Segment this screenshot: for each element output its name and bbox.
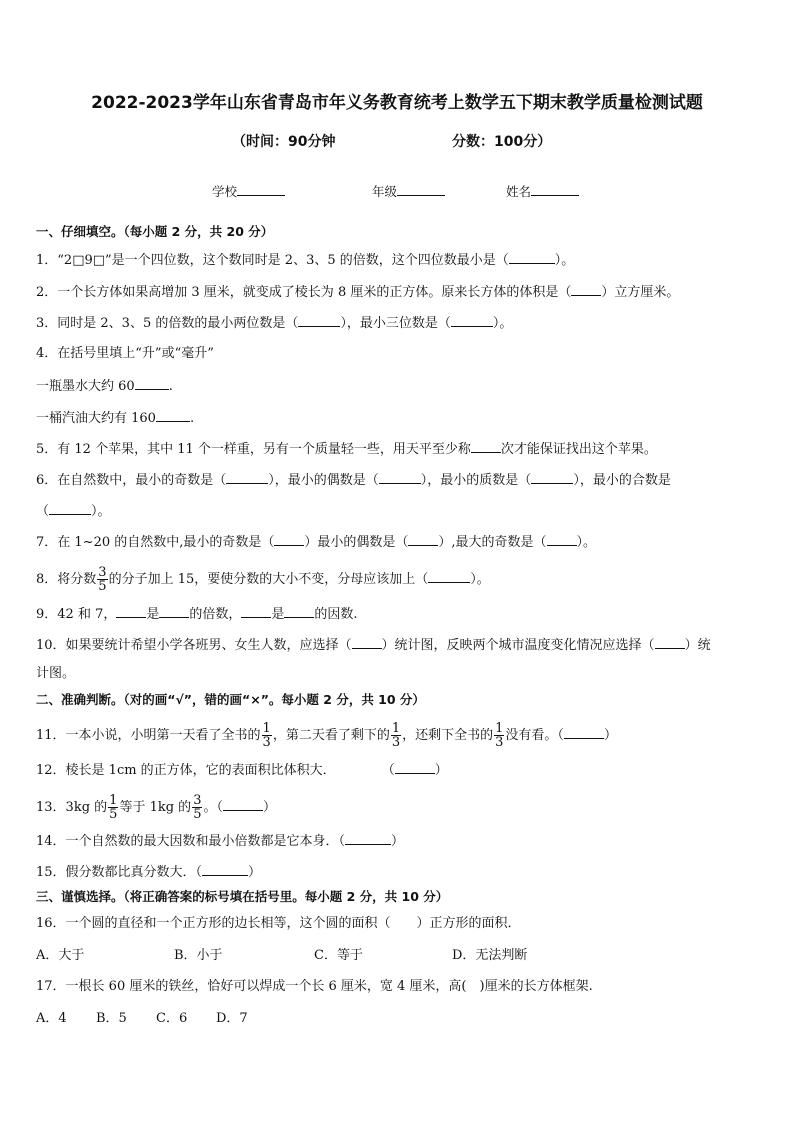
answer-blank[interactable] xyxy=(159,605,189,618)
option-d[interactable]: D．无法判断 xyxy=(452,948,528,963)
question-1: 1．“2□9□”是一个四位数，这个数同时是 2、3、5 的倍数，这个四位数最小是（ ）。 xyxy=(36,253,575,268)
question-11: 11．一本小说，小明第一天看了全书的 $\frac{1}{3}$ ，第二天看了剩下的 $\frac{1}{3}$ ，还剩下全书的 $\frac{1}{3}$ 没有看。（ ） xyxy=(36,721,617,750)
answer-blank[interactable] xyxy=(135,377,169,390)
grade-field: 年级 xyxy=(372,182,445,200)
answer-blank[interactable] xyxy=(202,863,248,876)
fraction: $\frac{1}{3}$ xyxy=(495,721,504,750)
question-15: 15．假分数都比真分数大．（ ） xyxy=(36,865,262,880)
page-title: 2022-2023学年山东省青岛市年义务教育统考上数学五下期末教学质量检测试题 xyxy=(91,93,703,113)
grade-blank[interactable] xyxy=(397,185,445,196)
answer-blank[interactable] xyxy=(379,471,421,484)
answer-blank[interactable] xyxy=(531,471,573,484)
score-label: 分数：100分） xyxy=(452,134,552,150)
answer-blank[interactable] xyxy=(471,440,501,453)
question-4b: 一桶汽油大约有 160 . xyxy=(36,411,195,426)
fraction: $\frac{3}{5}$ xyxy=(193,793,202,822)
answer-blank[interactable] xyxy=(49,502,91,515)
answer-blank[interactable] xyxy=(284,605,314,618)
section-1-heading: 一、仔细填空。（每小题 2 分，共 20 分） xyxy=(36,224,274,239)
answer-blank[interactable] xyxy=(241,605,271,618)
question-10-cont: 计图。 xyxy=(36,666,76,681)
fraction: $\frac{1}{3}$ xyxy=(262,721,271,750)
option-c[interactable]: C．6 xyxy=(156,1011,188,1026)
question-7: 7．在 1~20 的自然数中,最小的奇数是（ ）最小的偶数是（ ）,最大的奇数是（ ）。 xyxy=(36,535,597,550)
name-blank[interactable] xyxy=(531,185,579,196)
time-label: （时间：90分钟 xyxy=(232,134,336,150)
question-2: 2．一个长方体如果高增加 3 厘米，就变成了棱长为 8 厘米的正方体。原来长方体的体积是（ ）立方厘米。 xyxy=(36,285,680,300)
answer-blank[interactable] xyxy=(395,761,435,774)
answer-blank[interactable] xyxy=(451,314,493,327)
answer-blank[interactable] xyxy=(298,314,340,327)
question-5: 5．有 12 个苹果，其中 11 个一样重，另有一个质量轻一些，用天平至少称 次才能保证找出这个苹果。 xyxy=(36,442,657,457)
fraction: $\frac{3}{5}$ xyxy=(98,565,107,594)
question-6-cont: （ ）。 xyxy=(36,504,111,519)
answer-blank[interactable] xyxy=(509,251,555,264)
question-17: 17．一根长 60 厘米的铁丝，恰好可以焊成一个长 6 厘米，宽 4 厘米，高( )厘米的长方体框架. xyxy=(36,979,593,994)
answer-blank[interactable] xyxy=(408,533,438,546)
answer-blank[interactable] xyxy=(345,832,391,845)
answer-blank[interactable] xyxy=(116,605,146,618)
question-4: 4．在括号里填上“升”或“毫升” xyxy=(36,346,214,361)
fraction: $\frac{1}{3}$ xyxy=(391,721,401,750)
question-9: 9．42 和 7， 是 的倍数， 是 的因数. xyxy=(36,607,358,622)
answer-blank[interactable] xyxy=(226,471,268,484)
option-b[interactable]: B．5 xyxy=(96,1011,127,1026)
school-blank[interactable] xyxy=(237,185,285,196)
answer-blank[interactable] xyxy=(274,533,304,546)
fraction: $\frac{1}{5}$ xyxy=(109,793,118,822)
question-4a: 一瓶墨水大约 60 . xyxy=(36,379,173,394)
option-a[interactable]: A．大于 xyxy=(36,948,85,963)
question-6: 6．在自然数中，最小的奇数是（ ），最小的偶数是（ ），最小的质数是（ ），最小的合数是 xyxy=(36,473,671,488)
answer-blank[interactable] xyxy=(428,570,470,583)
answer-blank[interactable] xyxy=(571,283,601,296)
option-a[interactable]: A．4 xyxy=(36,1011,67,1026)
question-13: 13．3kg 的 $\frac{1}{5}$ 等于 1kg 的 $\frac{3}{5}$ 。（ ） xyxy=(36,793,276,822)
question-17-options xyxy=(36,1011,248,1027)
option-b[interactable]: B．小于 xyxy=(174,948,223,963)
question-16-options xyxy=(36,948,527,964)
question-14: 14．一个自然数的最大因数和最小倍数都是它本身．（ ） xyxy=(36,834,405,849)
answer-blank[interactable] xyxy=(564,726,604,739)
answer-blank[interactable] xyxy=(156,409,190,422)
section-2-heading: 二、准确判断。（对的画“√”，错的画“×”。每小题 2 分，共 10 分） xyxy=(36,692,425,707)
section-3-heading: 三、谨慎选择。（将正确答案的标号填在括号里。每小题 2 分，共 10 分） xyxy=(36,889,449,904)
question-8: 8．将分数 $\frac{3}{5}$ 的分子加上 15，要使分数的大小不变，分母应该加上（ ）。 xyxy=(36,565,490,594)
answer-blank[interactable] xyxy=(352,636,382,649)
answer-blank[interactable] xyxy=(223,798,263,811)
question-3: 3．同时是 2、3、5 的倍数的最小两位数是（ ），最小三位数是（ ）。 xyxy=(36,316,513,331)
question-16: 16．一个圆的直径和一个正方形的边长相等，这个圆的面积（ ）正方形的面积． xyxy=(36,916,521,931)
question-10: 10．如果要统计希望小学各班男、女生人数，应选择（ ）统计图，反映两个城市温度变化情况应选择（ ）统 xyxy=(36,638,711,653)
name-field: 姓名 xyxy=(506,182,579,200)
option-c[interactable]: C．等于 xyxy=(314,948,363,963)
answer-blank[interactable] xyxy=(655,636,685,649)
question-12: 12．棱长是 1cm 的正方体，它的表面积比体积大． （ ） xyxy=(36,763,448,778)
school-field: 学校 xyxy=(212,182,285,200)
option-d[interactable]: D．7 xyxy=(216,1011,248,1026)
answer-blank[interactable] xyxy=(547,533,577,546)
